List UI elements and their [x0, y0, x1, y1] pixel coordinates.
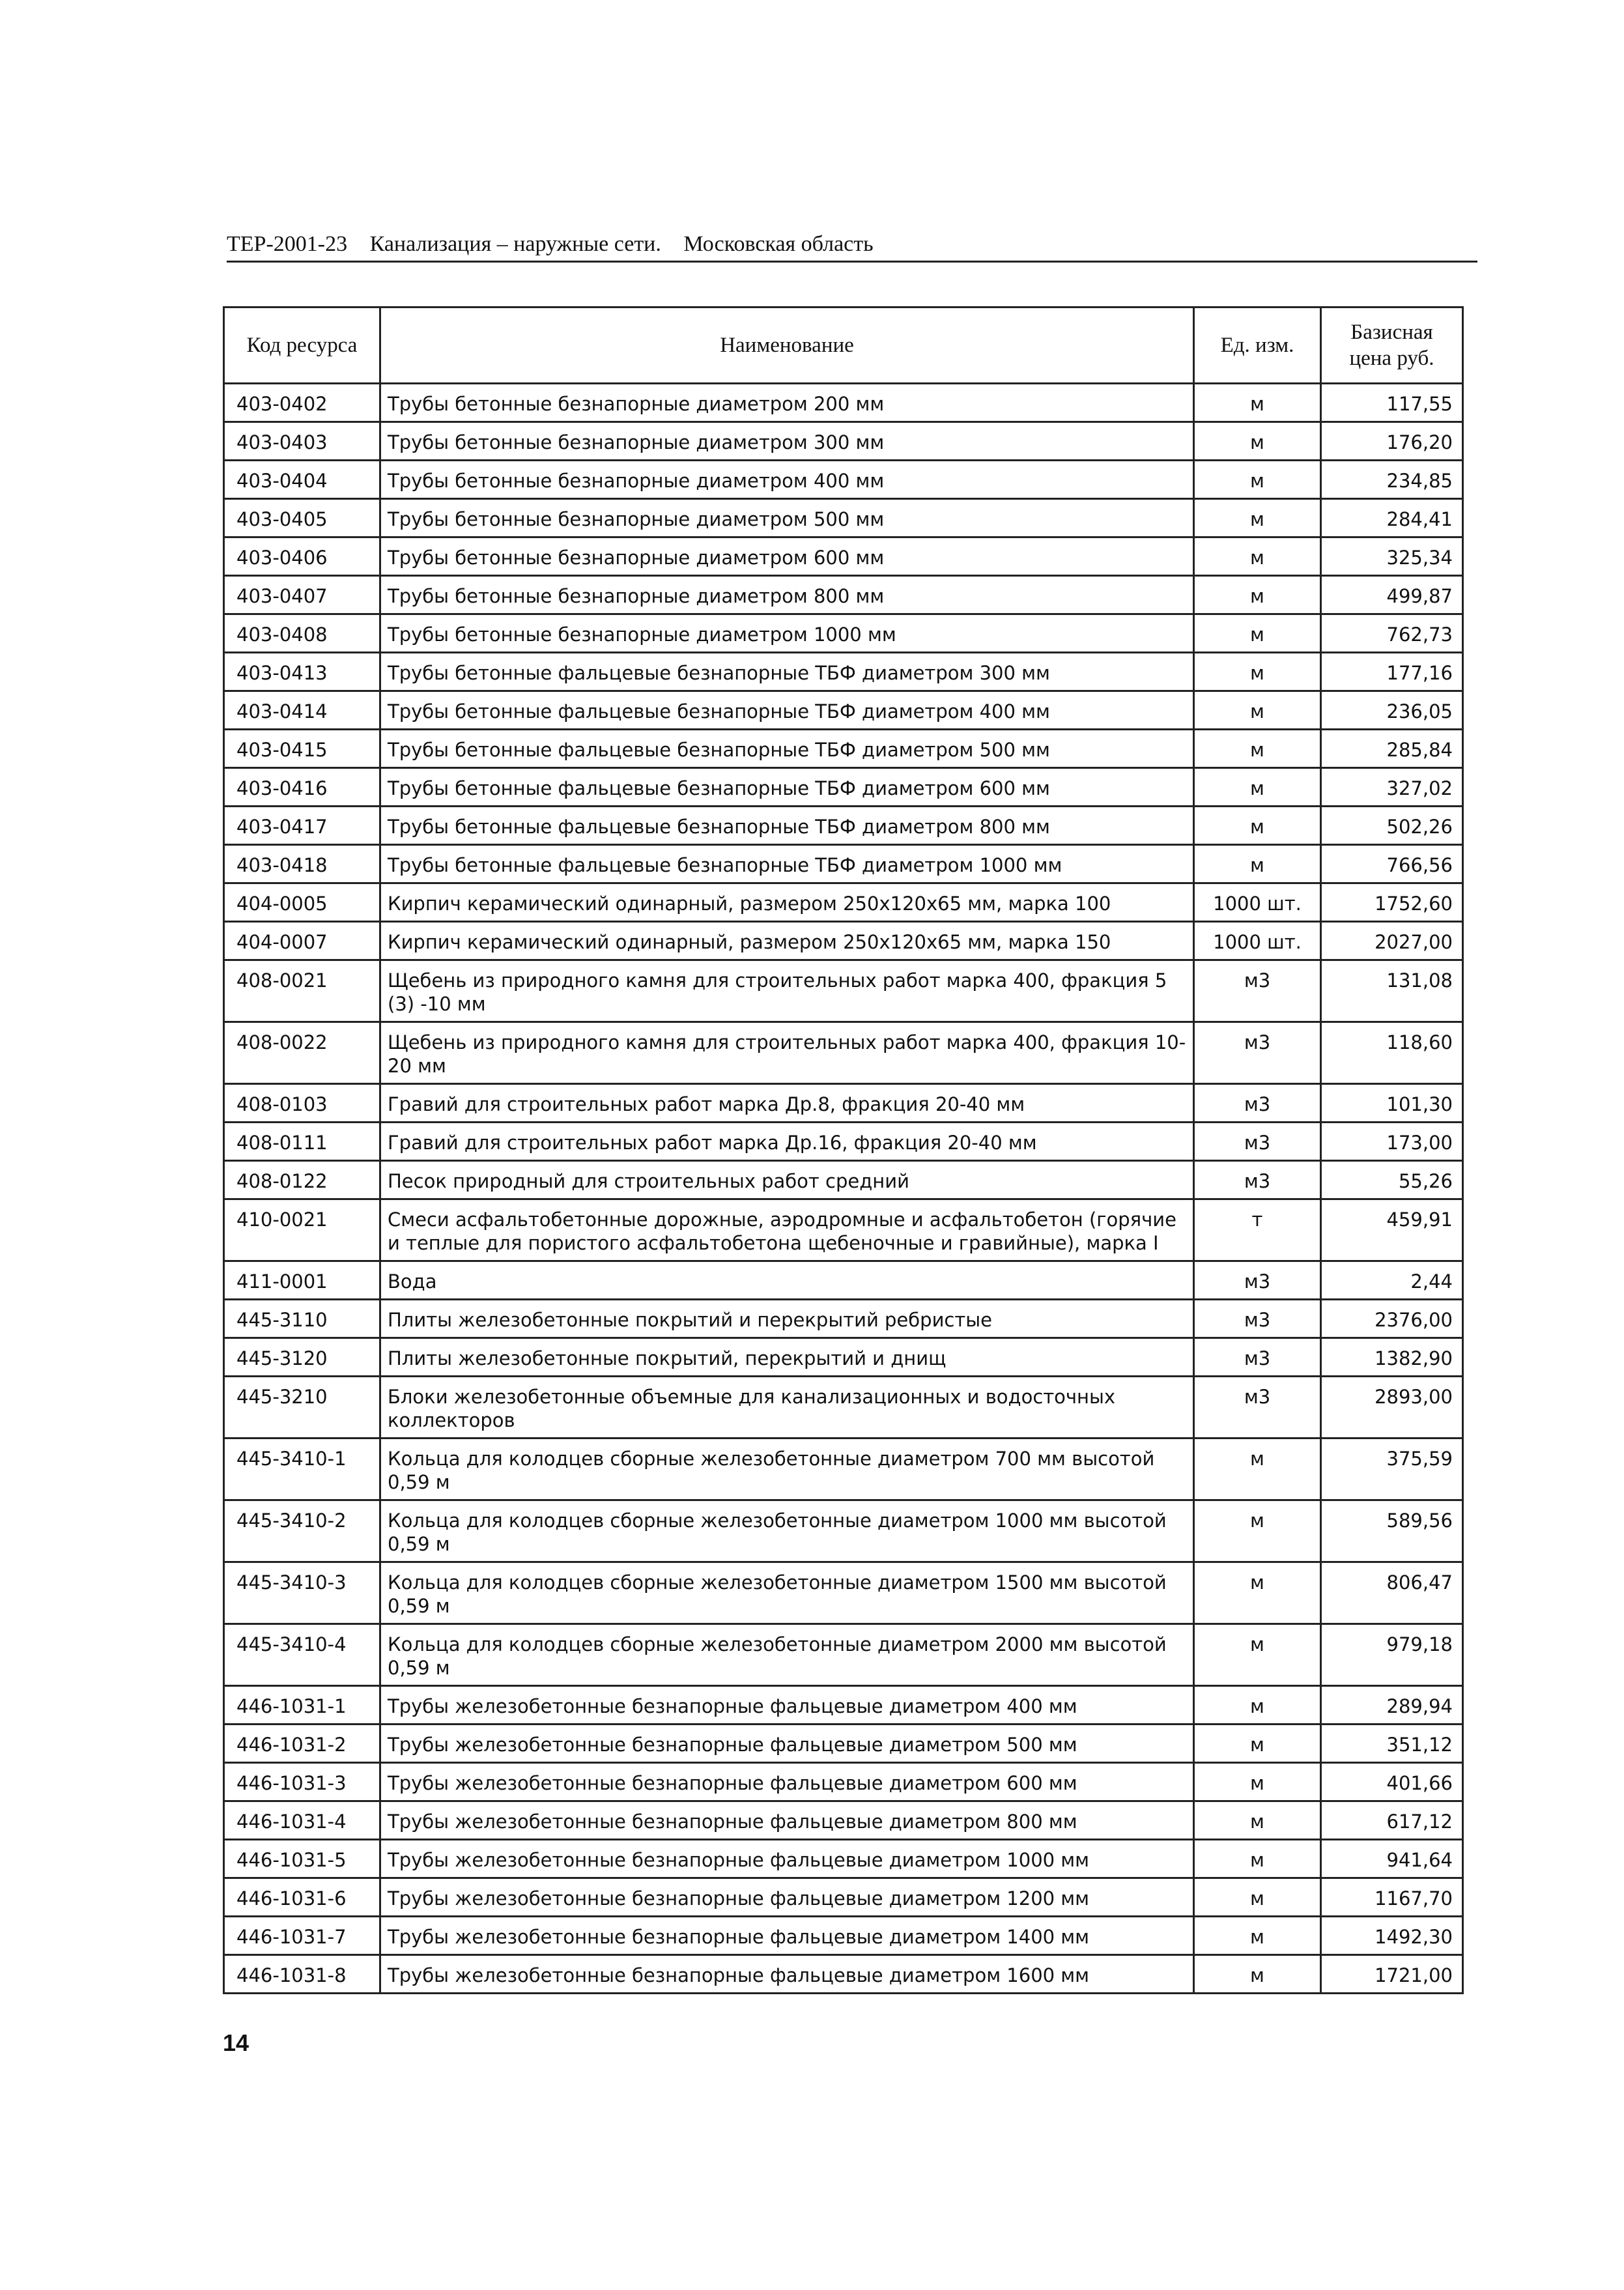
cell-unit: м — [1194, 461, 1321, 499]
cell-name: Кирпич керамический одинарный, размером 250х120х65 мм, марка 100 — [380, 883, 1194, 922]
cell-name: Блоки железобетонные объемные для канализационных и водосточных коллекторов — [380, 1377, 1194, 1438]
cell-price: 375,59 — [1321, 1438, 1463, 1500]
cell-code: 445-3410-2 — [224, 1500, 380, 1562]
cell-name: Трубы бетонные безнапорные диаметром 500 мм — [380, 499, 1194, 537]
cell-price: 284,41 — [1321, 499, 1463, 537]
cell-name: Вода — [380, 1261, 1194, 1300]
cell-code: 445-3410-4 — [224, 1624, 380, 1686]
cell-price: 499,87 — [1321, 576, 1463, 614]
cell-name: Гравий для строительных работ марка Др.8, фракция 20-40 мм — [380, 1084, 1194, 1123]
table-row — [224, 1261, 1463, 1300]
cell-unit: м3 — [1194, 1084, 1321, 1123]
cell-price: 941,64 — [1321, 1840, 1463, 1878]
table-header-row — [224, 308, 1463, 384]
cell-unit: м — [1194, 499, 1321, 537]
cell-code: 446-1031-4 — [224, 1801, 380, 1840]
cell-price: 1752,60 — [1321, 883, 1463, 922]
column-header-unit: Ед. изм. — [1194, 308, 1321, 384]
table-row — [224, 499, 1463, 537]
table-row — [224, 1725, 1463, 1763]
cell-unit: м — [1194, 1624, 1321, 1686]
cell-code: 446-1031-5 — [224, 1840, 380, 1878]
cell-code: 446-1031-8 — [224, 1955, 380, 1994]
cell-code: 446-1031-2 — [224, 1725, 380, 1763]
cell-unit: м — [1194, 653, 1321, 691]
cell-price: 806,47 — [1321, 1562, 1463, 1624]
cell-unit: т — [1194, 1199, 1321, 1261]
cell-name: Трубы бетонные безнапорные диаметром 200 мм — [380, 384, 1194, 422]
cell-price: 236,05 — [1321, 691, 1463, 730]
cell-code: 404-0005 — [224, 883, 380, 922]
cell-price: 173,00 — [1321, 1123, 1463, 1161]
cell-price: 2893,00 — [1321, 1377, 1463, 1438]
cell-price: 1382,90 — [1321, 1338, 1463, 1377]
cell-unit: м — [1194, 1917, 1321, 1955]
document-region: Московская область — [683, 232, 874, 256]
cell-price: 2376,00 — [1321, 1300, 1463, 1338]
cell-price: 289,94 — [1321, 1686, 1463, 1725]
table-row — [224, 1840, 1463, 1878]
cell-unit: м — [1194, 768, 1321, 807]
cell-price: 762,73 — [1321, 614, 1463, 653]
cell-unit: м — [1194, 1763, 1321, 1801]
cell-name: Трубы бетонные безнапорные диаметром 800 мм — [380, 576, 1194, 614]
cell-price: 177,16 — [1321, 653, 1463, 691]
cell-unit: м — [1194, 807, 1321, 845]
table-row — [224, 1022, 1463, 1084]
table-row — [224, 1562, 1463, 1624]
cell-code: 446-1031-1 — [224, 1686, 380, 1725]
table-row — [224, 691, 1463, 730]
table-row — [224, 960, 1463, 1022]
cell-unit: м — [1194, 1801, 1321, 1840]
cell-code: 445-3110 — [224, 1300, 380, 1338]
cell-unit: м3 — [1194, 1261, 1321, 1300]
cell-price: 617,12 — [1321, 1801, 1463, 1840]
cell-code: 403-0406 — [224, 537, 380, 576]
column-header-name: Наименование — [380, 308, 1194, 384]
table-row — [224, 1500, 1463, 1562]
cell-code: 403-0403 — [224, 422, 380, 461]
cell-unit: м3 — [1194, 1161, 1321, 1199]
cell-unit: м — [1194, 576, 1321, 614]
cell-unit: 1000 шт. — [1194, 922, 1321, 960]
table-row — [224, 1161, 1463, 1199]
table-row — [224, 461, 1463, 499]
cell-unit: м3 — [1194, 1377, 1321, 1438]
cell-code: 408-0021 — [224, 960, 380, 1022]
cell-price: 1721,00 — [1321, 1955, 1463, 1994]
cell-code: 408-0122 — [224, 1161, 380, 1199]
cell-unit: м3 — [1194, 1022, 1321, 1084]
cell-code: 403-0407 — [224, 576, 380, 614]
cell-name: Песок природный для строительных работ средний — [380, 1161, 1194, 1199]
cell-name: Трубы бетонные фальцевые безнапорные ТБФ диаметром 400 мм — [380, 691, 1194, 730]
cell-name: Кольца для колодцев сборные железобетонные диаметром 1500 мм высотой 0,59 м — [380, 1562, 1194, 1624]
cell-name: Трубы бетонные безнапорные диаметром 600 мм — [380, 537, 1194, 576]
page-header — [227, 232, 1477, 263]
cell-code: 403-0416 — [224, 768, 380, 807]
cell-price: 234,85 — [1321, 461, 1463, 499]
cell-unit: м — [1194, 384, 1321, 422]
cell-price: 2,44 — [1321, 1261, 1463, 1300]
cell-code: 408-0103 — [224, 1084, 380, 1123]
cell-name: Трубы бетонные безнапорные диаметром 400 мм — [380, 461, 1194, 499]
cell-name: Трубы железобетонные безнапорные фальцевые диаметром 500 мм — [380, 1725, 1194, 1763]
cell-name: Трубы железобетонные безнапорные фальцевые диаметром 800 мм — [380, 1801, 1194, 1840]
table-row — [224, 807, 1463, 845]
cell-unit: м3 — [1194, 960, 1321, 1022]
table-row — [224, 1338, 1463, 1377]
cell-price: 459,91 — [1321, 1199, 1463, 1261]
cell-unit: 1000 шт. — [1194, 883, 1321, 922]
cell-price: 55,26 — [1321, 1161, 1463, 1199]
cell-price: 285,84 — [1321, 730, 1463, 768]
cell-name: Трубы железобетонные безнапорные фальцевые диаметром 1200 мм — [380, 1878, 1194, 1917]
cell-price: 1492,30 — [1321, 1917, 1463, 1955]
table-row — [224, 1878, 1463, 1917]
cell-price: 176,20 — [1321, 422, 1463, 461]
cell-name: Трубы бетонные безнапорные диаметром 300 мм — [380, 422, 1194, 461]
cell-code: 446-1031-6 — [224, 1878, 380, 1917]
table-row — [224, 1377, 1463, 1438]
column-header-price: Базисная цена руб. — [1321, 308, 1463, 384]
table-row — [224, 1300, 1463, 1338]
cell-name: Трубы железобетонные безнапорные фальцевые диаметром 1000 мм — [380, 1840, 1194, 1878]
cell-name: Трубы бетонные безнапорные диаметром 1000 мм — [380, 614, 1194, 653]
cell-name: Трубы железобетонные безнапорные фальцевые диаметром 1600 мм — [380, 1955, 1194, 1994]
cell-unit: м3 — [1194, 1300, 1321, 1338]
cell-code: 445-3410-3 — [224, 1562, 380, 1624]
cell-price: 502,26 — [1321, 807, 1463, 845]
cell-code: 403-0402 — [224, 384, 380, 422]
cell-unit: м — [1194, 614, 1321, 653]
cell-price: 1167,70 — [1321, 1878, 1463, 1917]
table-row — [224, 384, 1463, 422]
cell-unit: м — [1194, 1955, 1321, 1994]
table-row — [224, 1123, 1463, 1161]
table-body — [224, 384, 1463, 1994]
cell-price: 2027,00 — [1321, 922, 1463, 960]
cell-unit: м — [1194, 730, 1321, 768]
cell-unit: м — [1194, 1686, 1321, 1725]
cell-code: 445-3210 — [224, 1377, 380, 1438]
cell-price: 101,30 — [1321, 1084, 1463, 1123]
cell-name: Плиты железобетонные покрытий, перекрытий и днищ — [380, 1338, 1194, 1377]
cell-price: 131,08 — [1321, 960, 1463, 1022]
cell-code: 410-0021 — [224, 1199, 380, 1261]
cell-unit: м — [1194, 1725, 1321, 1763]
cell-code: 403-0408 — [224, 614, 380, 653]
page-number: 14 — [223, 2029, 249, 2056]
cell-code: 445-3120 — [224, 1338, 380, 1377]
cell-price: 117,55 — [1321, 384, 1463, 422]
cell-code: 446-1031-3 — [224, 1763, 380, 1801]
cell-name: Кирпич керамический одинарный, размером 250х120х65 мм, марка 150 — [380, 922, 1194, 960]
cell-unit: м — [1194, 1840, 1321, 1878]
table-row — [224, 1955, 1463, 1994]
cell-price: 118,60 — [1321, 1022, 1463, 1084]
cell-unit: м — [1194, 1438, 1321, 1500]
cell-unit: м — [1194, 422, 1321, 461]
cell-code: 403-0404 — [224, 461, 380, 499]
cell-unit: м — [1194, 1500, 1321, 1562]
cell-name: Кольца для колодцев сборные железобетонные диаметром 1000 мм высотой 0,59 м — [380, 1500, 1194, 1562]
cell-code: 446-1031-7 — [224, 1917, 380, 1955]
table-row — [224, 1438, 1463, 1500]
cell-unit: м — [1194, 691, 1321, 730]
table-row — [224, 883, 1463, 922]
cell-name: Трубы бетонные фальцевые безнапорные ТБФ диаметром 500 мм — [380, 730, 1194, 768]
cell-price: 589,56 — [1321, 1500, 1463, 1562]
cell-name: Плиты железобетонные покрытий и перекрытий ребристые — [380, 1300, 1194, 1338]
cell-unit: м — [1194, 845, 1321, 883]
cell-unit: м3 — [1194, 1338, 1321, 1377]
cell-name: Трубы железобетонные безнапорные фальцевые диаметром 600 мм — [380, 1763, 1194, 1801]
cell-unit: м3 — [1194, 1123, 1321, 1161]
table-row — [224, 1624, 1463, 1686]
table-row — [224, 1917, 1463, 1955]
cell-name: Кольца для колодцев сборные железобетонные диаметром 700 мм высотой 0,59 м — [380, 1438, 1194, 1500]
cell-unit: м — [1194, 1878, 1321, 1917]
cell-price: 325,34 — [1321, 537, 1463, 576]
table-row — [224, 614, 1463, 653]
document-title: Канализация – наружные сети. — [369, 232, 661, 256]
cell-name: Щебень из природного камня для строительных работ марка 400, фракция 10-20 мм — [380, 1022, 1194, 1084]
cell-name: Трубы бетонные фальцевые безнапорные ТБФ диаметром 1000 мм — [380, 845, 1194, 883]
cell-code: 403-0417 — [224, 807, 380, 845]
resource-price-table — [223, 306, 1464, 1994]
table-row — [224, 922, 1463, 960]
cell-price: 979,18 — [1321, 1624, 1463, 1686]
table-row — [224, 845, 1463, 883]
cell-price: 351,12 — [1321, 1725, 1463, 1763]
cell-unit: м — [1194, 1562, 1321, 1624]
table-row — [224, 653, 1463, 691]
document-code: ТЕР-2001-23 — [227, 232, 348, 256]
cell-code: 404-0007 — [224, 922, 380, 960]
cell-name: Щебень из природного камня для строительных работ марка 400, фракция 5 (3) -10 мм — [380, 960, 1194, 1022]
cell-code: 403-0418 — [224, 845, 380, 883]
cell-code: 403-0415 — [224, 730, 380, 768]
cell-code: 403-0414 — [224, 691, 380, 730]
cell-code: 445-3410-1 — [224, 1438, 380, 1500]
table-row — [224, 1199, 1463, 1261]
cell-code: 408-0111 — [224, 1123, 380, 1161]
cell-name: Кольца для колодцев сборные железобетонные диаметром 2000 мм высотой 0,59 м — [380, 1624, 1194, 1686]
cell-name: Трубы бетонные фальцевые безнапорные ТБФ диаметром 600 мм — [380, 768, 1194, 807]
table-row — [224, 1801, 1463, 1840]
column-header-code: Код ресурса — [224, 308, 380, 384]
cell-name: Смеси асфальтобетонные дорожные, аэродромные и асфальтобетон (горячие и теплые для пористого асфальтобетона щебеночные и гравийные), марка I — [380, 1199, 1194, 1261]
table-row — [224, 730, 1463, 768]
cell-price: 766,56 — [1321, 845, 1463, 883]
table-row — [224, 768, 1463, 807]
cell-code: 411-0001 — [224, 1261, 380, 1300]
cell-name: Трубы железобетонные безнапорные фальцевые диаметром 1400 мм — [380, 1917, 1194, 1955]
table-row — [224, 1763, 1463, 1801]
cell-code: 403-0405 — [224, 499, 380, 537]
cell-unit: м — [1194, 537, 1321, 576]
cell-name: Трубы железобетонные безнапорные фальцевые диаметром 400 мм — [380, 1686, 1194, 1725]
table-row — [224, 537, 1463, 576]
table-row — [224, 1084, 1463, 1123]
cell-name: Трубы бетонные фальцевые безнапорные ТБФ диаметром 300 мм — [380, 653, 1194, 691]
cell-code: 403-0413 — [224, 653, 380, 691]
cell-price: 401,66 — [1321, 1763, 1463, 1801]
cell-code: 408-0022 — [224, 1022, 380, 1084]
table-row — [224, 1686, 1463, 1725]
cell-name: Трубы бетонные фальцевые безнапорные ТБФ диаметром 800 мм — [380, 807, 1194, 845]
cell-name: Гравий для строительных работ марка Др.16, фракция 20-40 мм — [380, 1123, 1194, 1161]
table-row — [224, 576, 1463, 614]
cell-price: 327,02 — [1321, 768, 1463, 807]
table-row — [224, 422, 1463, 461]
